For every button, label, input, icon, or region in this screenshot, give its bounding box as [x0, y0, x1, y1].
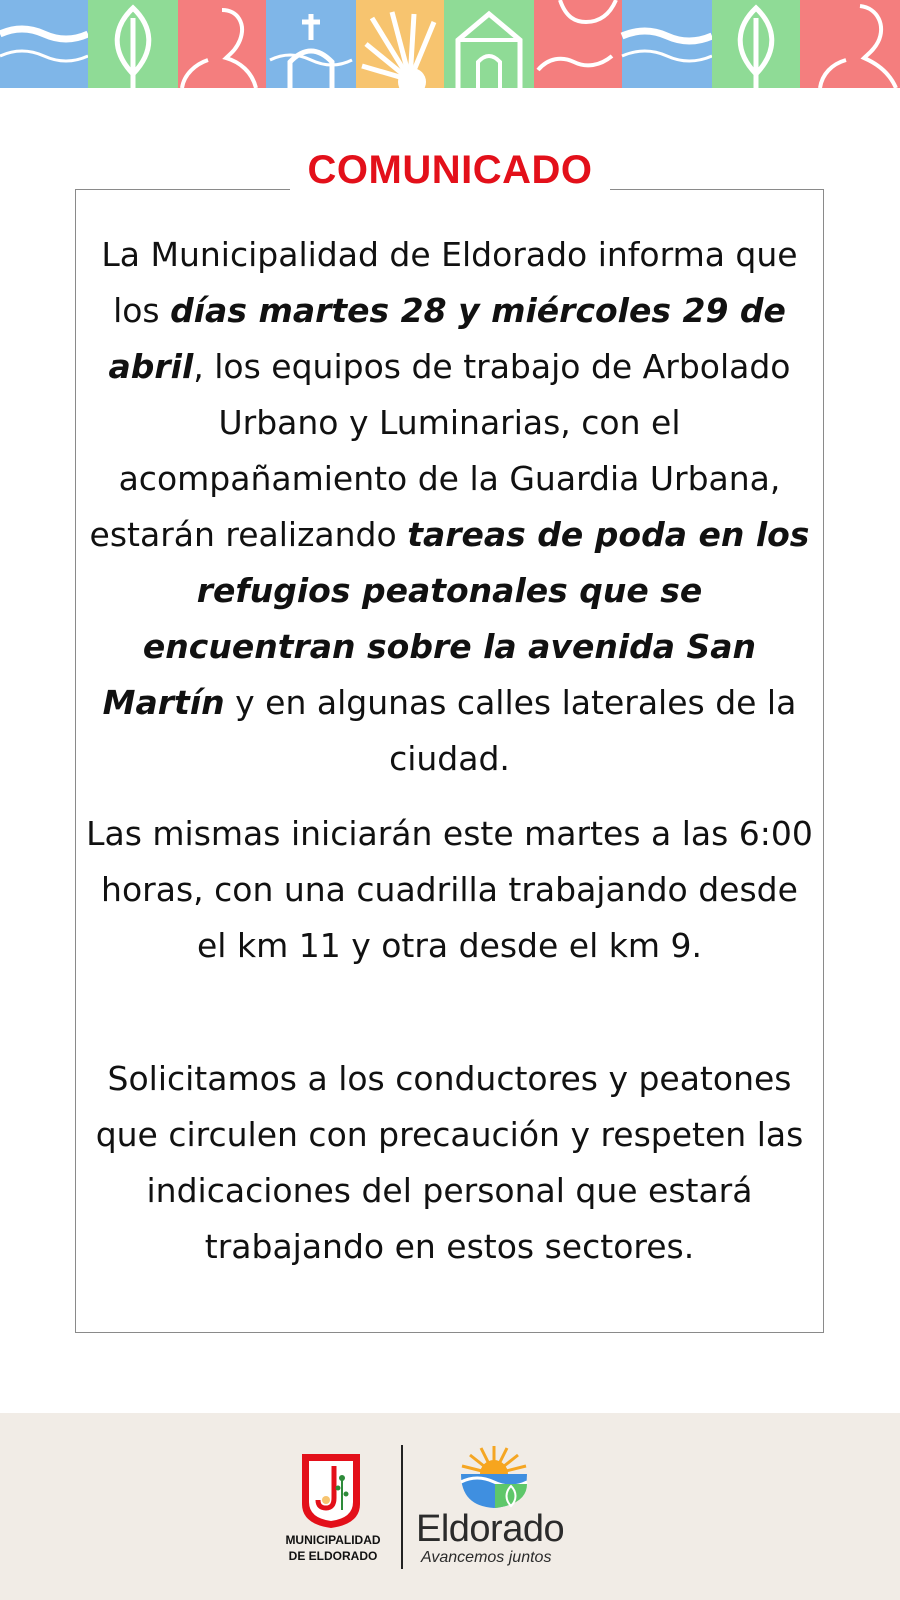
notice-title-wrap: [0, 148, 900, 193]
notice-paragraph-3: Solicitamos a los conductores y peatones que circulen con precaución y respeten las indicaciones del personal que estará trabajando en estos sectores.: [95, 1059, 804, 1266]
municipality-shield-logo: [298, 1450, 364, 1530]
notice-paragraph-1: [86, 227, 813, 787]
p1-text-1: La Municipalidad de Eldorado informa que los: [101, 235, 798, 330]
p1-text-2: , los equipos de trabajo de Arbolado Urbano y Luminarias, con el acompañamiento de la Guardia Urbana, estarán realizando: [89, 347, 791, 554]
notice-paragraph-2: Las mismas iniciarán este martes a las 6:00 horas, con una cuadrilla trabajando desde el km 11 y otra desde el km 9.: [86, 814, 813, 965]
sun-icon: [356, 0, 444, 88]
municipality-name-line-1: MUNICIPALIDAD: [285, 1533, 381, 1547]
municipality-name-line-2: DE ELDORADO: [288, 1549, 378, 1563]
header-banner: [0, 0, 900, 88]
p1-emphasis-dates: días martes 28 y miércoles 29 de abril: [108, 291, 786, 386]
leaf-icon: [88, 0, 178, 88]
church-icon: [266, 0, 356, 88]
leaf-icon: [712, 0, 800, 88]
river-icon: [0, 0, 88, 88]
p1-text-3: y en algunas calles laterales de la ciudad.: [224, 683, 797, 778]
people-icon: [178, 0, 266, 88]
notice-title: COMUNICADO: [290, 148, 611, 193]
footer-divider: [401, 1445, 403, 1569]
footer: [0, 1413, 900, 1600]
city-name: Eldorado: [416, 1508, 565, 1550]
city-slogan: Avancemos juntos: [421, 1549, 552, 1566]
municipality-name: [268, 1532, 398, 1564]
people-icon: [534, 0, 622, 88]
p1-emphasis-tasks: tareas de poda en los refugios peatonales que se encuentran sobre la avenida San Martín: [102, 515, 810, 722]
river-icon: [622, 0, 712, 88]
eldorado-sun-logo: [455, 1444, 533, 1508]
people-icon: [800, 0, 900, 88]
house-icon: [444, 0, 534, 88]
